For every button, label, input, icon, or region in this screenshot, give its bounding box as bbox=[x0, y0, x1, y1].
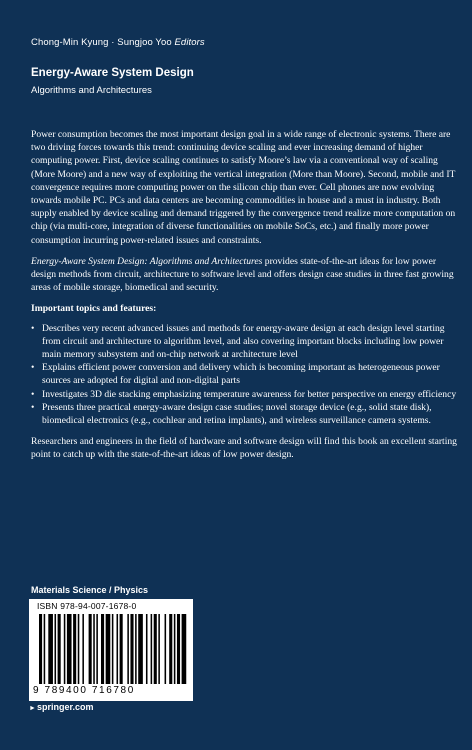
book-subtitle: Algorithms and Architectures bbox=[31, 85, 152, 96]
barcode-bar bbox=[55, 614, 57, 684]
website-text: springer.com bbox=[36, 702, 94, 712]
barcode-bar bbox=[182, 614, 187, 684]
barcode-bar bbox=[58, 614, 61, 684]
barcode-bar bbox=[135, 614, 137, 684]
barcode-bar bbox=[117, 614, 119, 684]
barcode-bar bbox=[64, 614, 66, 684]
barcode-bar bbox=[39, 614, 42, 684]
barcode-bar bbox=[130, 614, 133, 684]
barcode-bar bbox=[101, 614, 104, 684]
barcode-bar bbox=[89, 614, 92, 684]
closing-paragraph: Researchers and engineers in the field of hardware and software design will find this book an excellent starting point to catch up with the state-of-the-art ideas of low power design. bbox=[31, 436, 457, 461]
barcode-bar bbox=[67, 614, 72, 684]
barcode-bar bbox=[44, 614, 46, 684]
barcode-bar bbox=[151, 614, 153, 684]
topic-item: • Presents three practical energy-aware design case studies; novel storage device (e.g., solid state disk), biomedical electronics (e.g., cochlear and retina implants), and wireless surveillance camera systems. bbox=[31, 401, 459, 427]
barcode-bar bbox=[165, 614, 167, 684]
barcode-digits: 9 789400 716780 bbox=[33, 685, 135, 696]
editor-names: Chong-Min Kyung · Sungjoo Yoo bbox=[31, 37, 172, 48]
arrow-icon: ► bbox=[29, 705, 36, 712]
editors-role: Editors bbox=[174, 37, 205, 48]
barcode-bar bbox=[48, 614, 53, 684]
isbn-barcode bbox=[29, 599, 193, 701]
intro-paragraph: Power consumption becomes the most important design goal in a wide range of electronic systems. There are two driving forces towards this trend: continuing device scaling and ever increasing demand of higher computing power. First, device scaling continues to satisfy Moore’s law via a conventional way of scaling (More Moore) and a new way of exploiting the vertical integration (More than Moore). Second, mobile and IT convergence requires more computing power on the silicon chip than ever. Cell phones are now evolving towards mobile PC. PCs and data centers are becoming commodities in house and a must in industry. Both supply enabled by device scaling and demand triggered by the convergence trend realize more computation on chip (via multi-core, integration of diverse functionalities on mobile SoCs, etc.) and finally more power consumption incurring power-related issues and constraints. bbox=[31, 129, 456, 246]
barcode-bar bbox=[73, 614, 76, 684]
barcode-bar bbox=[96, 614, 98, 684]
barcode-bar bbox=[169, 614, 172, 684]
topics-list bbox=[31, 322, 459, 428]
barcode-bar bbox=[82, 614, 84, 684]
barcode-bar bbox=[146, 614, 148, 684]
topic-item: • Describes very recent advanced issues and methods for energy-aware design at each design level starting from circuit and architecture to algorithm level, and also covering important blocks including low power main memory subsystem and on-chip network at architecture level bbox=[31, 322, 459, 362]
barcode-bar bbox=[138, 614, 143, 684]
publisher-website bbox=[29, 702, 93, 712]
barcode-bar bbox=[93, 614, 95, 684]
editors-line bbox=[31, 37, 205, 48]
barcode-bar bbox=[106, 614, 111, 684]
back-cover-text bbox=[31, 128, 459, 470]
barcode-bar bbox=[78, 614, 80, 684]
book-title: Energy-Aware System Design bbox=[31, 67, 194, 79]
barcode-bar bbox=[120, 614, 123, 684]
subject-category: Materials Science / Physics bbox=[31, 585, 149, 595]
barcode-bar bbox=[112, 614, 114, 684]
isbn-label: ISBN 978-94-007-1678-0 bbox=[37, 601, 137, 611]
topic-item: • Explains efficient power conversion and delivery which is becoming important as heterogeneous power sources are adopted for digital and non-digital parts bbox=[31, 361, 459, 387]
topic-item: • Investigates 3D die stacking emphasizing temperature awareness for better perspective on energy efficiency bbox=[31, 388, 459, 401]
barcode-bar bbox=[158, 614, 160, 684]
summary-text: provides state-of-the-art ideas for low power design methods from circuit, architecture to software level and offers design case studies in three fast growing areas of mobile storage, biomedical and security. bbox=[31, 255, 454, 294]
barcode-bar bbox=[127, 614, 129, 684]
barcode-bar bbox=[154, 614, 157, 684]
barcode-bar bbox=[174, 614, 176, 684]
summary-book-title: Energy-Aware System Design: Algorithms and Architectures bbox=[31, 255, 263, 267]
barcode-bar bbox=[177, 614, 180, 684]
summary-paragraph bbox=[31, 255, 459, 295]
topics-heading: Important topics and features: bbox=[31, 303, 157, 315]
